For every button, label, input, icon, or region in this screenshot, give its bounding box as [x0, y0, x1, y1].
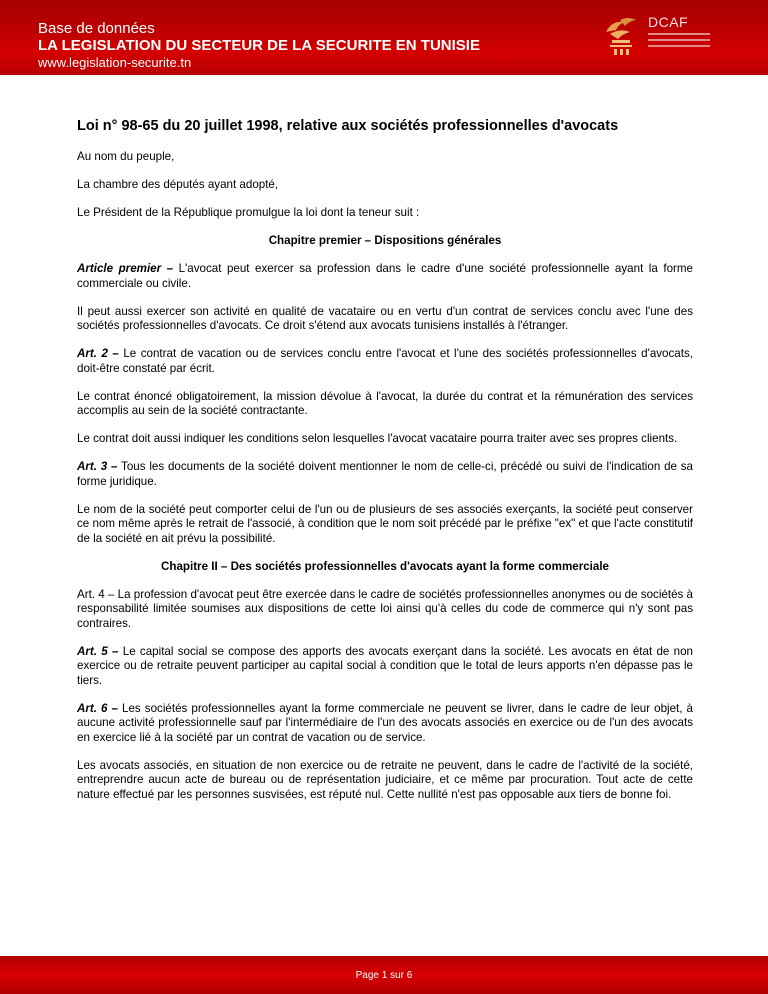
paragraph-adoption: La chambre des députés ayant adopté,: [77, 178, 279, 191]
header-title: LA LEGISLATION DU SECTEUR DE LA SECURITE EN TUNISIE: [38, 37, 480, 54]
paragraph-article-1-b: Il peut aussi exercer son activité en qualité de vacataire ou en vertu d'un contrat de services conclu avec l'une des sociétés professionnelles d'avocats. Ce droit s'étend aux avocats tunisiens installés à l'étranger.: [77, 304, 693, 332]
paragraph-promulgation: Le Président de la République promulgue la loi dont la teneur suit :: [77, 206, 420, 219]
article-label: Article premier –: [77, 262, 174, 275]
article-5: [77, 645, 693, 689]
paragraph-article-6-b: Les avocats associés, en situation de non exercice ou de retraite ne peuvent, dans le cadre de l'activité de la société, entreprendre aucun acte de bureau ou de représentation judiciaire, et ce même par procuration. Tout acte de cette nature effectué par les personnes susvisées, est réputé nul. Cette nullité n'est pas opposable aux tiers de bonne foi.: [77, 758, 693, 801]
header-database-label: Base de données: [38, 20, 155, 37]
article-2: [77, 347, 693, 376]
logo-wordmark: DCAF: [648, 14, 689, 30]
paragraph-article-2-b: Le contrat énoncé obligatoirement, la mission dévolue à l'avocat, la durée du contrat et la rémunération des services accomplis au sein de la société contractante.: [77, 389, 693, 417]
article-label: Art. 2 –: [77, 347, 119, 360]
article-text: Le capital social se compose des apports des avocats exerçant dans la société. Les avocats en état de non exercice ou de retraite peuvent participer au capital social à condition que le total de leurs apports n'en dépasse pas le tiers.: [77, 644, 693, 687]
article-4: Art. 4 – La profession d'avocat peut être exercée dans le cadre de sociétés professionnelles anonymes ou de sociétés à responsabilité limitée soumises aux dispositions de cette loi ainsi qu'à celles du code de commerce qui n'y sont pas contraires.: [77, 587, 693, 630]
document-body: [77, 117, 693, 816]
header-website: www.legislation-securite.tn: [38, 55, 192, 70]
article-1: [77, 262, 693, 291]
dcaf-logo: [598, 12, 718, 60]
dcaf-emblem-icon: [598, 12, 642, 60]
page-footer: [0, 956, 768, 994]
article-text: Tous les documents de la société doivent mentionner le nom de celle-ci, précédé ou suivi de l'indication de sa forme juridique.: [77, 460, 694, 488]
article-text: Le contrat de vacation ou de services conclu entre l'avocat et l'une des sociétés professionnelles d'avocats, doit-être constaté par écrit.: [77, 347, 693, 375]
paragraph-article-2-c: Le contrat doit aussi indiquer les conditions selon lesquelles l'avocat vacataire pourra traiter avec ses propres clients.: [77, 432, 678, 445]
document-title: Loi n° 98-65 du 20 juillet 1998, relative aux sociétés professionnelles d'avocats: [77, 118, 619, 134]
article-6: [77, 702, 693, 746]
paragraph-article-3-b: Le nom de la société peut comporter celui de l'un ou de plusieurs de ses associés exerçants, la société peut conserver ce nom même après le retrait de l'associé, à condition que le nom soit précédé par le préfixe "ex" et que l'acte constitutif de la société en ait prévu la possibilité.: [77, 502, 693, 545]
article-label: Art. 3 –: [77, 460, 118, 473]
logo-tagline-lines: [648, 33, 710, 51]
article-text: Les sociétés professionnelles ayant la forme commerciale ne peuvent se livrer, dans le cadre de leur objet, à aucune activité professionnelle sauf par l'intermédiaire de l'un des avocats associés en exercice ou de l'un des avocats en exercice lié à la société par un contrat de vacation ou de service.: [77, 701, 693, 744]
article-label: Art. 6 –: [77, 701, 118, 715]
article-3: [77, 460, 693, 489]
chapter-heading-1: Chapitre premier – Dispositions générales: [268, 234, 502, 247]
paragraph-preamble: Au nom du peuple,: [77, 150, 175, 163]
article-label: Art. 5 –: [77, 644, 119, 658]
page-header: [0, 0, 768, 75]
chapter-heading-2: Chapitre II – Des sociétés professionnelles d'avocats ayant la forme commerciale: [160, 559, 609, 573]
article-text: L'avocat peut exercer sa profession dans le cadre d'une société professionnelle ayant la forme commerciale ou civile.: [77, 262, 693, 290]
page-number: Page 1 sur 6: [355, 970, 413, 981]
